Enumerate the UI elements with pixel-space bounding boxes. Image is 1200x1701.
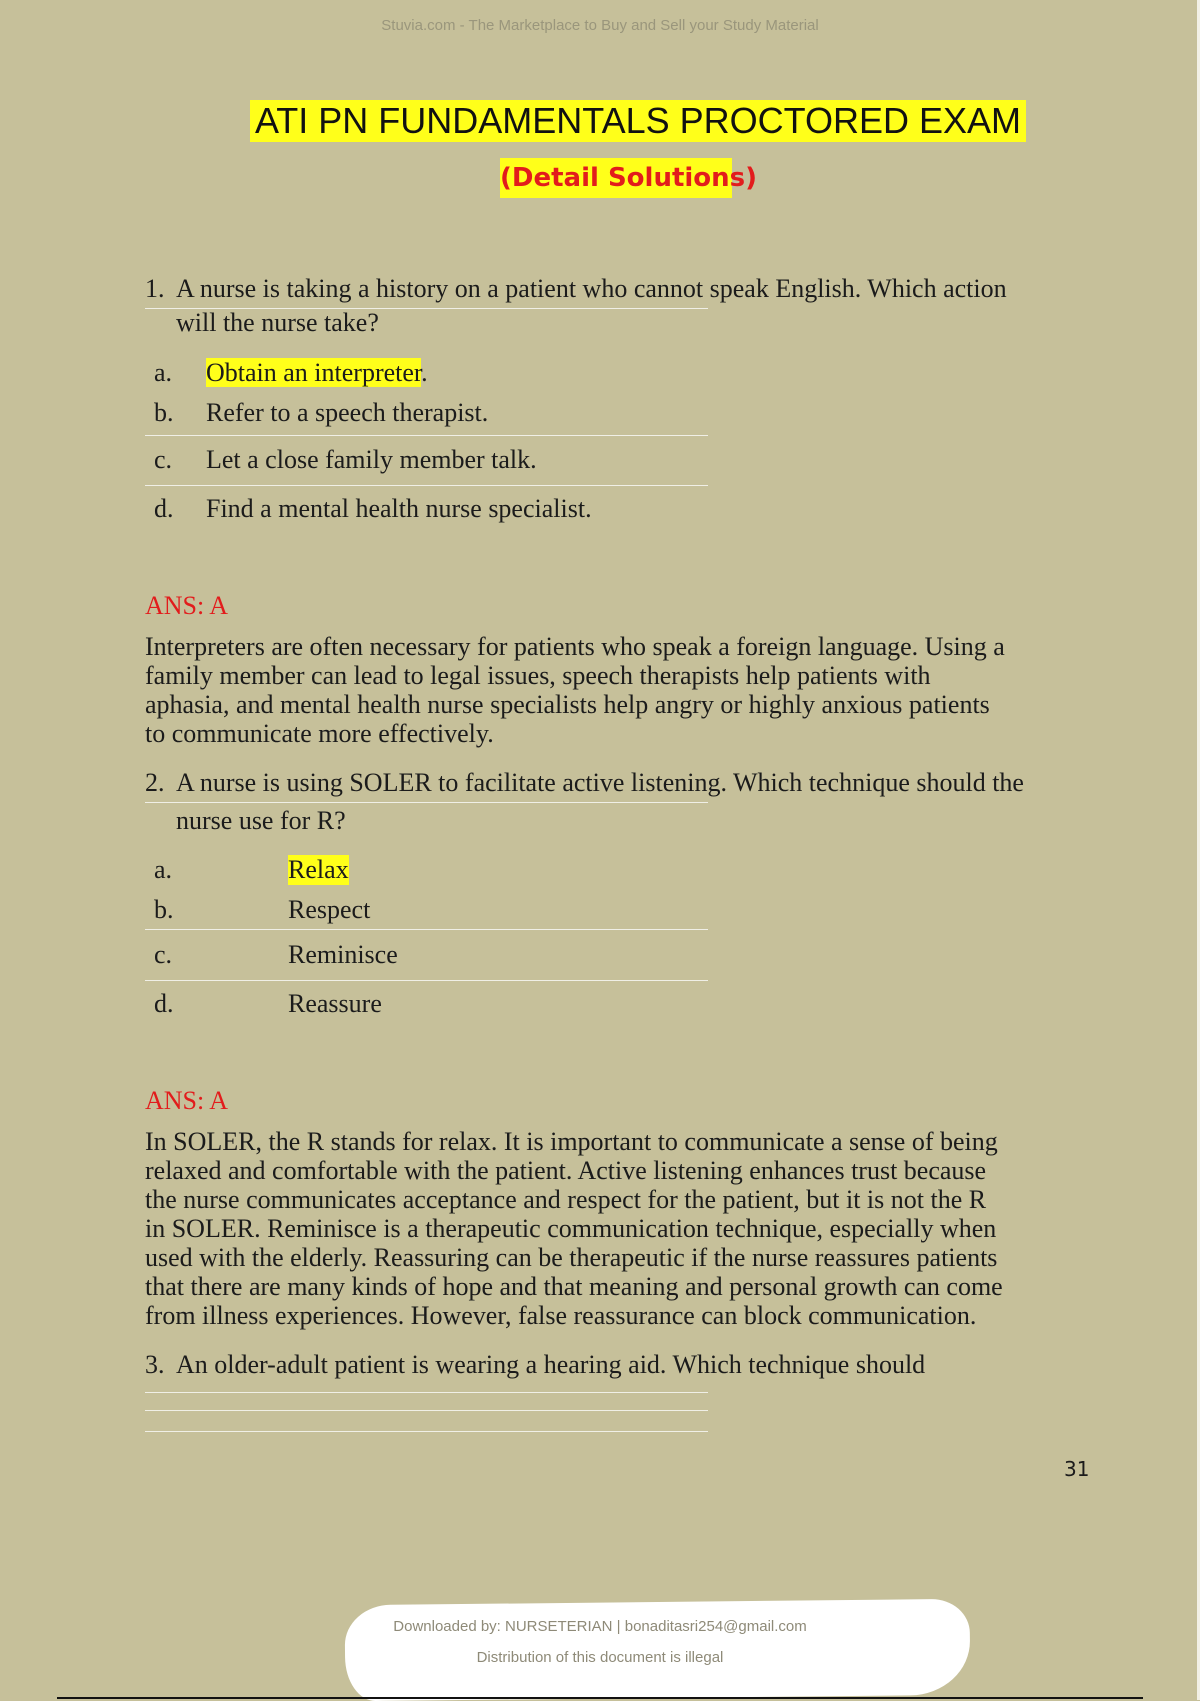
option-letter: c.: [154, 940, 173, 969]
answer-label: ANS: A: [145, 1086, 229, 1115]
option-letter: d.: [154, 494, 174, 523]
answer-explanation: In SOLER, the R stands for relax. It is important to communicate a sense of being relaxed and comfortable with the patient. Active listening enhances trust because the nurse communicates acceptance and respect for the patient, but it is not the R in SOLER. Reminisce is a therapeutic communication technique, especially when used with the elderly. Reassuring can be therapeutic if the nurse reassures patients that there are many kinds of hope and that meaning and personal growth can come from illness experiences. However, false reassurance can block communication.: [145, 1127, 1003, 1330]
page-number: 31: [1064, 1457, 1090, 1481]
option-divider: [145, 929, 708, 930]
document-title: ATI PN FUNDAMENTALS PROCTORED EXAM: [250, 100, 1026, 142]
answer-line: [145, 1431, 708, 1432]
option-letter: a.: [154, 855, 173, 884]
option-divider: [145, 485, 708, 486]
option-letter: a.: [154, 358, 173, 387]
answer-line: [145, 1392, 708, 1393]
question-number: 1.: [145, 274, 165, 303]
option-letter: b.: [154, 895, 174, 924]
highlighted-answer: Relax: [288, 855, 349, 884]
distribution-notice: Distribution of this document is illegal: [476, 1649, 724, 1666]
option-letter: d.: [154, 989, 174, 1018]
question-1-stem: [145, 270, 1105, 308]
question-3-stem: [145, 1346, 1105, 1384]
option-text: Refer to a speech therapist.: [206, 398, 489, 427]
option-text: Reassure: [288, 989, 382, 1018]
question-2-stem: [145, 764, 1105, 802]
question-text: An older-adult patient is wearing a hearing aid. Which technique should: [176, 1350, 926, 1379]
answer-line: [145, 1410, 708, 1411]
question-underline: [145, 802, 708, 803]
option-letter: c.: [154, 445, 173, 474]
option-text: Find a mental health nurse specialist.: [206, 494, 592, 523]
option-suffix: .: [421, 358, 428, 387]
footer-rule: [57, 1697, 1143, 1699]
answer-label: ANS: A: [145, 591, 229, 620]
downloaded-by-note: Downloaded by: NURSETERIAN | bonaditasri254@gmail.com: [393, 1618, 807, 1635]
option-text: Let a close family member talk.: [206, 445, 537, 474]
option-text: [206, 358, 428, 388]
question-text: A nurse is taking a history on a patient who cannot speak English. Which action: [176, 274, 1007, 303]
option-text: Reminisce: [288, 940, 398, 969]
question-text-continued: nurse use for R?: [176, 806, 346, 835]
answer-explanation: Interpreters are often necessary for patients who speak a foreign language. Using a family member can lead to legal issues, speech therapists help patients with aphasia, and mental health nurse specialists help angry or highly anxious patients to communicate more effectively.: [145, 632, 1005, 748]
option-divider: [145, 980, 708, 981]
option-divider: [145, 435, 708, 436]
document-subtitle: (Detail Solutions): [500, 158, 732, 198]
stuvia-header-note: Stuvia.com - The Marketplace to Buy and Sell your Study Material: [381, 17, 819, 34]
option-text: Respect: [288, 895, 371, 924]
highlighted-answer: Obtain an interpreter: [206, 358, 422, 387]
question-number: 2.: [145, 768, 165, 797]
question-number: 3.: [145, 1350, 165, 1379]
question-text-continued: will the nurse take?: [176, 308, 379, 337]
question-text: A nurse is using SOLER to facilitate active listening. Which technique should the: [176, 768, 1024, 797]
option-letter: b.: [154, 398, 174, 427]
